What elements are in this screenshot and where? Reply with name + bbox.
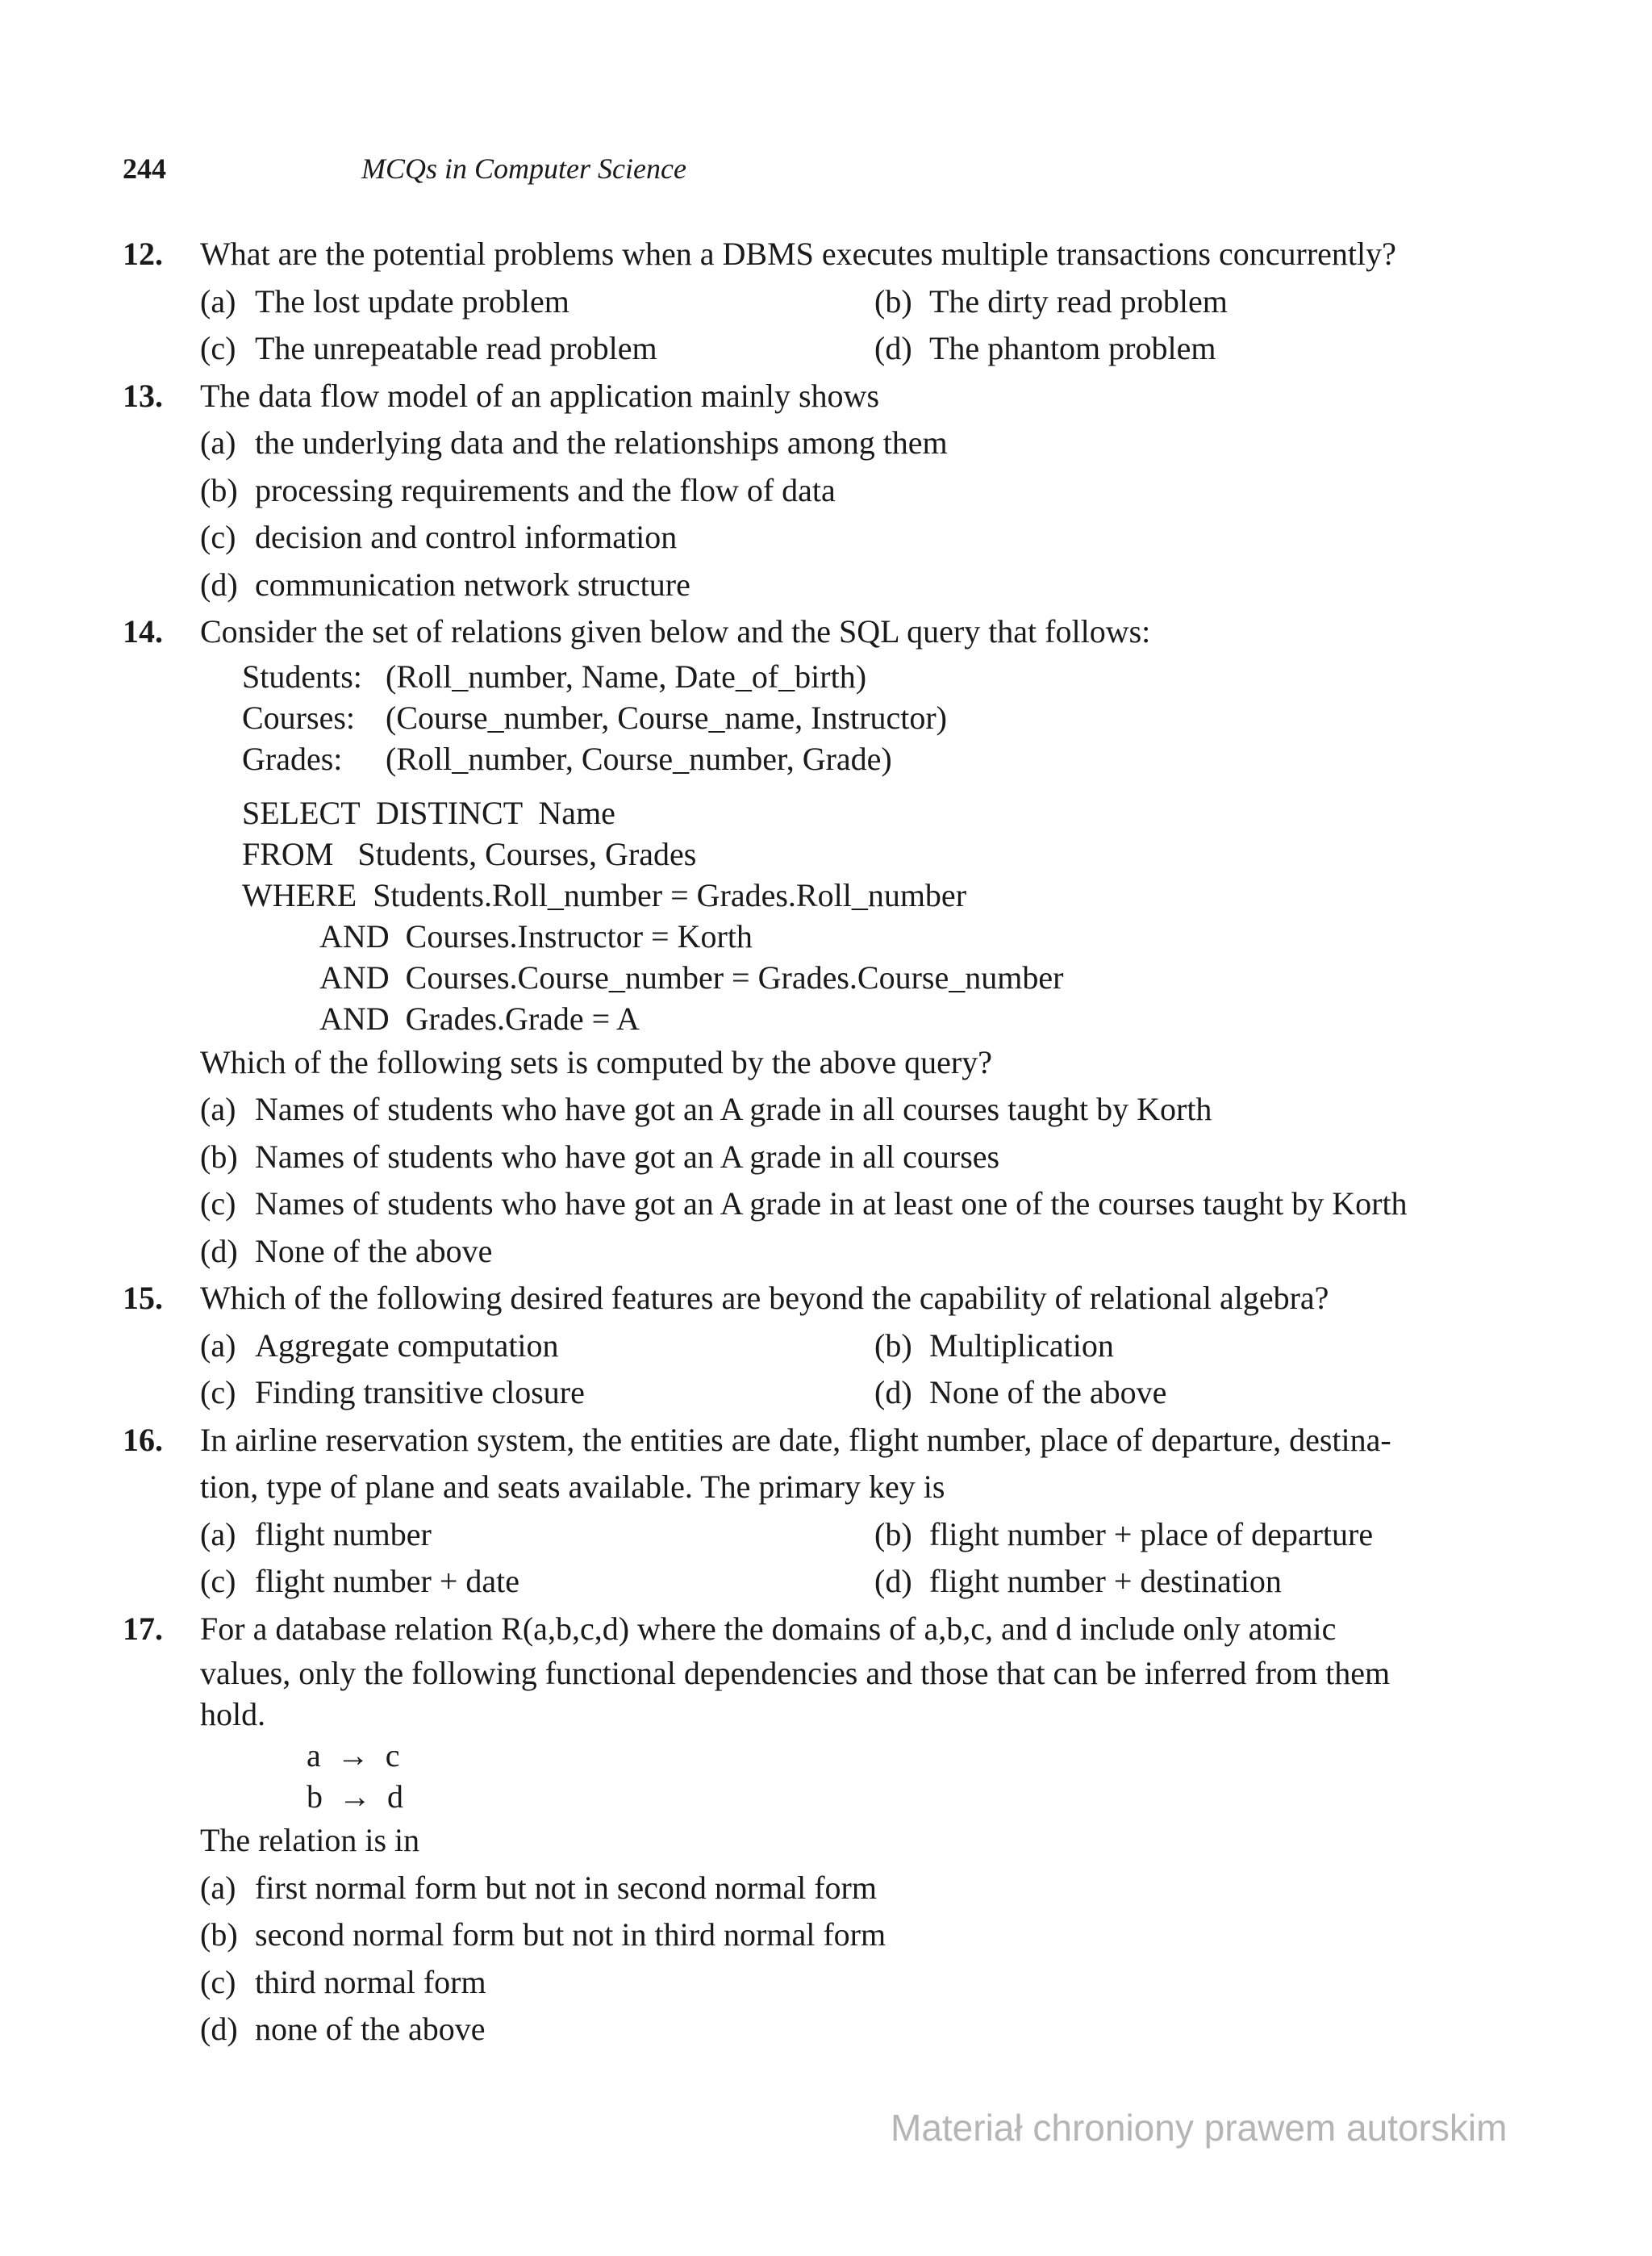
option-a: (a) first normal form but not in second normal form [200, 1869, 877, 1906]
book-title: MCQs in Computer Science [361, 152, 686, 185]
option-d: (d) flight number + destination [874, 1563, 1282, 1599]
option-c: (c) The unrepeatable read problem [200, 330, 657, 366]
option-a: (a) the underlying data and the relationships among them [200, 424, 948, 461]
option-c: (c) Finding transitive closure [200, 1374, 585, 1410]
question-number: 17. [123, 1610, 163, 1647]
options-row [123, 325, 1558, 373]
option-d: (d) none of the above [200, 2011, 486, 2047]
option-c: (c) Names of students who have got an A grade in at least one of the courses taught by Korth [200, 1185, 1408, 1222]
question-prompt: Which of the following sets is computed by the above query? [200, 1043, 992, 1080]
question-text: For a database relation R(a,b,c,d) where the domains of a,b,c, and d include only atomic [200, 1610, 1337, 1647]
options-row [123, 1369, 1558, 1417]
sql-line: AND Courses.Instructor = Korth [319, 917, 753, 955]
functional-dependency: b → d [307, 1778, 403, 1815]
sql-line: WHERE Students.Roll_number = Grades.Roll_number [242, 876, 967, 913]
question-16 [123, 1417, 1558, 1464]
options-row [123, 1558, 1558, 1606]
options-row [123, 278, 1558, 326]
question-text-cont: hold. [200, 1696, 266, 1732]
options-row [123, 1322, 1558, 1370]
option-a: (a) flight number [200, 1515, 432, 1552]
option-b: (b) processing requirements and the flow of data [200, 471, 836, 508]
option-d: (d) The phantom problem [874, 330, 1216, 366]
functional-dependency: a → c [307, 1737, 400, 1773]
question-text: Which of the following desired features are beyond the capability of relational algebra? [200, 1280, 1329, 1316]
option-d: (d) None of the above [200, 1232, 493, 1269]
question-number: 14. [123, 613, 163, 650]
question-12 [123, 231, 1558, 278]
option-c: (c) flight number + date [200, 1563, 520, 1599]
question-17 [123, 1606, 1558, 1653]
option-b: (b) The dirty read problem [874, 282, 1228, 320]
question-text-cont: values, only the following functional dependencies and those that can be inferred from them [200, 1655, 1391, 1691]
option-c: (c) third normal form [200, 1963, 486, 2000]
option-a: (a) Names of students who have got an A grade in all courses taught by Korth [200, 1091, 1212, 1127]
question-text: The data flow model of an application mainly shows [200, 377, 880, 414]
relation-grades: Grades: (Roll_number, Course_number, Grade) [242, 740, 892, 777]
question-13 [123, 373, 1558, 420]
question-number: 12. [123, 236, 163, 272]
question-text: Consider the set of relations given below and the SQL query that follows: [200, 613, 1151, 650]
option-d: (d) communication network structure [200, 566, 690, 603]
question-text: In airline reservation system, the entities are date, flight number, place of departure, destina- [200, 1421, 1391, 1458]
question-text: What are the potential problems when a DBMS executes multiple transactions concurrently? [200, 236, 1396, 272]
question-text-cont: tion, type of plane and seats available. The primary key is [200, 1468, 945, 1505]
option-b: (b) Multiplication [874, 1326, 1114, 1364]
question-prompt: The relation is in [200, 1822, 420, 1858]
options-row [123, 1511, 1558, 1559]
page-number: 244 [123, 152, 166, 185]
relation-students: Students: (Roll_number, Name, Date_of_birth) [242, 658, 867, 695]
option-a: (a) Aggregate computation [200, 1326, 559, 1364]
question-number: 15. [123, 1280, 163, 1316]
question-number: 13. [123, 377, 163, 414]
option-a: (a) The lost update problem [200, 282, 569, 320]
option-b: (b) flight number + place of departure [874, 1515, 1374, 1552]
option-b: (b) second normal form but not in third normal form [200, 1916, 886, 1953]
relation-courses: Courses: (Course_number, Course_name, Instructor) [242, 699, 947, 736]
sql-line: SELECT DISTINCT Name [242, 794, 615, 831]
question-14 [123, 608, 1558, 656]
sql-line: AND Grades.Grade = A [319, 1000, 640, 1037]
sql-line: FROM Students, Courses, Grades [242, 835, 697, 872]
page-content [123, 231, 1558, 2053]
option-b: (b) Names of students who have got an A grade in all courses [200, 1138, 1000, 1175]
option-c: (c) decision and control information [200, 519, 678, 555]
copyright-watermark: Materiał chroniony prawem autorskim [891, 2107, 1508, 2149]
question-15 [123, 1275, 1558, 1322]
sql-line: AND Courses.Course_number = Grades.Course_number [319, 959, 1064, 996]
question-number: 16. [123, 1421, 163, 1458]
option-d: (d) None of the above [874, 1374, 1167, 1410]
